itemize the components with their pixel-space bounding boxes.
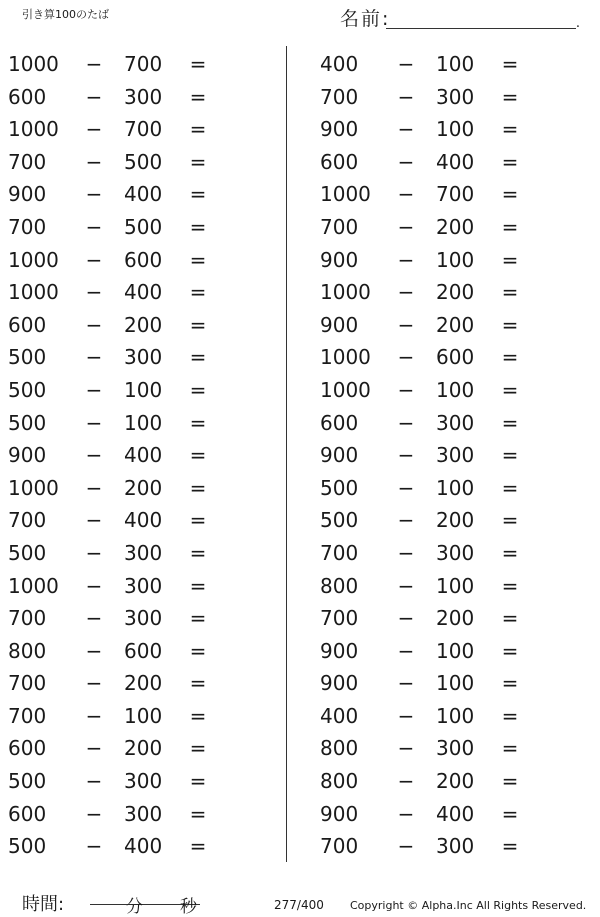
- minus-sign: −: [397, 84, 415, 109]
- problem-row: [8, 765, 288, 798]
- equals-sign: =: [501, 540, 519, 565]
- problem-row: [320, 309, 600, 342]
- minuend: 500: [8, 834, 47, 859]
- minuend: 400: [320, 52, 359, 76]
- subtrahend: 700: [124, 117, 163, 142]
- minuend: 1000: [320, 280, 371, 305]
- problem-row: [8, 178, 288, 211]
- subtrahend: 200: [436, 312, 475, 337]
- minus-sign: −: [85, 443, 103, 468]
- subtrahend: 300: [436, 84, 475, 109]
- problem-row: [8, 211, 288, 244]
- subtrahend: 100: [436, 703, 475, 728]
- equals-sign: =: [501, 475, 519, 500]
- minuend: 1000: [8, 280, 59, 305]
- subtrahend: 100: [436, 117, 475, 142]
- minus-sign: −: [397, 671, 415, 696]
- minuend: 400: [320, 703, 359, 728]
- equals-sign: =: [501, 345, 519, 370]
- problem-row: [8, 602, 288, 635]
- minuend: 900: [320, 801, 359, 826]
- problem-row: [8, 309, 288, 342]
- equals-sign: =: [501, 606, 519, 631]
- subtrahend: 500: [124, 214, 163, 239]
- minuend: 700: [320, 834, 359, 859]
- minus-sign: −: [85, 671, 103, 696]
- minus-sign: −: [397, 410, 415, 435]
- minuend: 500: [320, 508, 359, 533]
- subtrahend: 100: [436, 475, 475, 500]
- problem-row: [320, 48, 600, 81]
- problem-row: [8, 374, 288, 407]
- minus-sign: −: [85, 312, 103, 337]
- problem-row: [320, 732, 600, 765]
- subtrahend: 200: [436, 508, 475, 533]
- minus-sign: −: [397, 638, 415, 663]
- minuend: 500: [8, 410, 47, 435]
- page-number: 277/400: [274, 898, 324, 912]
- minutes-label: 分: [126, 897, 143, 917]
- minus-sign: −: [397, 214, 415, 239]
- subtrahend: 700: [124, 52, 163, 76]
- minuend: 500: [8, 345, 47, 370]
- problem-row: [320, 504, 600, 537]
- problem-row: [8, 407, 288, 440]
- equals-sign: =: [501, 834, 519, 859]
- minuend: 800: [320, 769, 359, 794]
- equals-sign: =: [501, 247, 519, 272]
- minuend: 600: [8, 801, 47, 826]
- equals-sign: =: [501, 736, 519, 761]
- minuend: 700: [320, 540, 359, 565]
- problem-row: [8, 570, 288, 603]
- equals-sign: =: [189, 84, 207, 109]
- equals-sign: =: [189, 410, 207, 435]
- minuend: 700: [320, 214, 359, 239]
- equals-sign: =: [501, 443, 519, 468]
- minus-sign: −: [397, 769, 415, 794]
- minus-sign: −: [397, 52, 415, 76]
- problem-row: [8, 537, 288, 570]
- minuend: 900: [320, 671, 359, 696]
- minuend: 500: [320, 475, 359, 500]
- subtrahend: 200: [436, 214, 475, 239]
- seconds-label: 秒: [180, 897, 197, 917]
- minuend: 1000: [320, 377, 371, 402]
- subtrahend: 600: [124, 247, 163, 272]
- subtrahend: 300: [124, 84, 163, 109]
- minuend: 1000: [8, 475, 59, 500]
- subtrahend: 200: [436, 769, 475, 794]
- name-field[interactable]: [340, 4, 580, 30]
- subtrahend: 100: [124, 410, 163, 435]
- minuend: 700: [8, 149, 47, 174]
- minuend: 800: [320, 736, 359, 761]
- equals-sign: =: [189, 247, 207, 272]
- minus-sign: −: [397, 443, 415, 468]
- equals-sign: =: [501, 410, 519, 435]
- subtrahend: 700: [436, 182, 475, 207]
- equals-sign: =: [189, 573, 207, 598]
- minuend: 900: [320, 443, 359, 468]
- subtrahend: 300: [124, 801, 163, 826]
- problem-row: [320, 798, 600, 831]
- equals-sign: =: [189, 443, 207, 468]
- minuend: 900: [320, 117, 359, 142]
- equals-sign: =: [189, 801, 207, 826]
- minus-sign: −: [85, 475, 103, 500]
- equals-sign: =: [189, 638, 207, 663]
- subtrahend: 100: [436, 638, 475, 663]
- subtrahend: 300: [436, 443, 475, 468]
- minus-sign: −: [85, 117, 103, 142]
- equals-sign: =: [189, 540, 207, 565]
- subtrahend: 100: [124, 703, 163, 728]
- minuend: 1000: [8, 117, 59, 142]
- subtrahend: 300: [124, 769, 163, 794]
- problem-row: [8, 113, 288, 146]
- equals-sign: =: [189, 345, 207, 370]
- minus-sign: −: [397, 247, 415, 272]
- subtrahend: 300: [436, 410, 475, 435]
- subtrahend: 600: [124, 638, 163, 663]
- equals-sign: =: [189, 703, 207, 728]
- minus-sign: −: [85, 834, 103, 859]
- subtrahend: 200: [436, 280, 475, 305]
- equals-sign: =: [189, 736, 207, 761]
- problem-row: [8, 341, 288, 374]
- problem-row: [320, 276, 600, 309]
- problem-row: [320, 635, 600, 668]
- problem-row: [320, 81, 600, 114]
- subtrahend: 200: [124, 312, 163, 337]
- problem-row: [320, 407, 600, 440]
- equals-sign: =: [501, 182, 519, 207]
- problem-row: [8, 276, 288, 309]
- minuend: 500: [8, 769, 47, 794]
- minus-sign: −: [397, 280, 415, 305]
- subtrahend: 100: [436, 671, 475, 696]
- problem-row: [320, 244, 600, 277]
- subtrahend: 400: [124, 182, 163, 207]
- equals-sign: =: [501, 508, 519, 533]
- subtrahend: 100: [436, 573, 475, 598]
- equals-sign: =: [501, 52, 519, 76]
- equals-sign: =: [189, 508, 207, 533]
- equals-sign: =: [189, 52, 207, 76]
- minuend: 500: [8, 540, 47, 565]
- subtrahend: 200: [124, 671, 163, 696]
- equals-sign: =: [501, 671, 519, 696]
- name-label: 名前:: [340, 8, 391, 30]
- subtrahend: 200: [124, 736, 163, 761]
- subtrahend: 300: [436, 834, 475, 859]
- minuend: 1000: [8, 247, 59, 272]
- problem-row: [320, 178, 600, 211]
- equals-sign: =: [501, 149, 519, 174]
- minus-sign: −: [85, 345, 103, 370]
- minus-sign: −: [85, 736, 103, 761]
- minuend: 700: [8, 606, 47, 631]
- minus-sign: −: [397, 377, 415, 402]
- problem-row: [320, 374, 600, 407]
- subtrahend: 100: [436, 377, 475, 402]
- minus-sign: −: [397, 508, 415, 533]
- minus-sign: −: [85, 280, 103, 305]
- problem-row: [8, 81, 288, 114]
- equals-sign: =: [501, 84, 519, 109]
- minuend: 900: [320, 247, 359, 272]
- problem-row: [8, 439, 288, 472]
- minuend: 600: [8, 312, 47, 337]
- problem-row: [320, 667, 600, 700]
- minuend: 900: [8, 443, 47, 468]
- minus-sign: −: [85, 410, 103, 435]
- problem-row: [320, 211, 600, 244]
- problem-row: [320, 472, 600, 505]
- equals-sign: =: [501, 703, 519, 728]
- time-record: [22, 890, 197, 917]
- minus-sign: −: [85, 214, 103, 239]
- subtrahend: 200: [124, 475, 163, 500]
- minus-sign: −: [397, 540, 415, 565]
- minuend: 900: [320, 638, 359, 663]
- subtrahend: 100: [436, 247, 475, 272]
- minus-sign: −: [85, 769, 103, 794]
- equals-sign: =: [189, 377, 207, 402]
- equals-sign: =: [501, 377, 519, 402]
- equals-sign: =: [189, 834, 207, 859]
- equals-sign: =: [501, 801, 519, 826]
- problem-row: [320, 113, 600, 146]
- equals-sign: =: [501, 638, 519, 663]
- minus-sign: −: [397, 312, 415, 337]
- minuend: 1000: [320, 345, 371, 370]
- problem-row: [8, 732, 288, 765]
- minuend: 600: [8, 84, 47, 109]
- minus-sign: −: [85, 703, 103, 728]
- name-dot: .: [575, 16, 580, 31]
- minuend: 700: [8, 214, 47, 239]
- minus-sign: −: [85, 52, 103, 76]
- minus-sign: −: [85, 606, 103, 631]
- minuend: 700: [320, 606, 359, 631]
- subtrahend: 300: [124, 606, 163, 631]
- equals-sign: =: [501, 280, 519, 305]
- subtrahend: 600: [436, 345, 475, 370]
- right-problem-column: [320, 48, 600, 863]
- minus-sign: −: [397, 801, 415, 826]
- left-problem-column: [8, 48, 288, 863]
- problem-row: [320, 570, 600, 603]
- subtrahend: 200: [436, 606, 475, 631]
- subtrahend: 300: [124, 345, 163, 370]
- problem-row: [8, 472, 288, 505]
- minuend: 900: [8, 182, 47, 207]
- subtrahend: 300: [436, 736, 475, 761]
- subtrahend: 400: [124, 508, 163, 533]
- time-label: 時間:: [22, 894, 65, 915]
- problem-row: [320, 830, 600, 863]
- minus-sign: −: [85, 801, 103, 826]
- subtrahend: 300: [124, 540, 163, 565]
- minus-sign: −: [397, 345, 415, 370]
- name-underline: [386, 28, 576, 29]
- minuend: 600: [8, 736, 47, 761]
- problem-row: [320, 602, 600, 635]
- problem-row: [320, 537, 600, 570]
- problem-row: [8, 146, 288, 179]
- minus-sign: −: [397, 573, 415, 598]
- problem-row: [320, 700, 600, 733]
- minuend: 1000: [8, 52, 59, 76]
- equals-sign: =: [189, 769, 207, 794]
- minus-sign: −: [397, 182, 415, 207]
- problem-row: [8, 667, 288, 700]
- minuend: 600: [320, 149, 359, 174]
- minus-sign: −: [397, 703, 415, 728]
- minus-sign: −: [85, 573, 103, 598]
- minus-sign: −: [397, 834, 415, 859]
- minus-sign: −: [85, 638, 103, 663]
- problem-row: [8, 635, 288, 668]
- equals-sign: =: [189, 280, 207, 305]
- minus-sign: −: [85, 247, 103, 272]
- subtrahend: 100: [436, 52, 475, 76]
- minus-sign: −: [397, 117, 415, 142]
- minus-sign: −: [85, 508, 103, 533]
- equals-sign: =: [189, 214, 207, 239]
- problem-row: [8, 798, 288, 831]
- minus-sign: −: [397, 149, 415, 174]
- problem-row: [8, 700, 288, 733]
- minuend: 700: [8, 508, 47, 533]
- minuend: 1000: [8, 573, 59, 598]
- minus-sign: −: [85, 84, 103, 109]
- problem-row: [320, 341, 600, 374]
- problem-row: [8, 244, 288, 277]
- equals-sign: =: [501, 573, 519, 598]
- problem-row: [8, 504, 288, 537]
- minus-sign: −: [85, 377, 103, 402]
- problem-row: [320, 439, 600, 472]
- equals-sign: =: [189, 475, 207, 500]
- subtrahend: 300: [124, 573, 163, 598]
- worksheet-title: 引き算100のたば: [22, 8, 109, 21]
- minuend: 900: [320, 312, 359, 337]
- copyright-notice: Copyright © Alpha.Inc All Rights Reserved.: [350, 899, 587, 912]
- problem-row: [320, 765, 600, 798]
- subtrahend: 400: [436, 801, 475, 826]
- minuend: 700: [8, 703, 47, 728]
- subtrahend: 300: [436, 540, 475, 565]
- problem-row: [320, 146, 600, 179]
- subtrahend: 400: [124, 443, 163, 468]
- minuend: 600: [320, 410, 359, 435]
- minus-sign: −: [397, 475, 415, 500]
- equals-sign: =: [189, 606, 207, 631]
- minuend: 800: [8, 638, 47, 663]
- minus-sign: −: [85, 149, 103, 174]
- equals-sign: =: [189, 182, 207, 207]
- minuend: 800: [320, 573, 359, 598]
- equals-sign: =: [189, 149, 207, 174]
- subtrahend: 100: [124, 377, 163, 402]
- equals-sign: =: [189, 312, 207, 337]
- subtrahend: 400: [124, 280, 163, 305]
- subtrahend: 400: [436, 149, 475, 174]
- minuend: 500: [8, 377, 47, 402]
- minus-sign: −: [85, 182, 103, 207]
- problem-row: [8, 48, 288, 81]
- equals-sign: =: [501, 117, 519, 142]
- minuend: 1000: [320, 182, 371, 207]
- equals-sign: =: [501, 214, 519, 239]
- subtrahend: 400: [124, 834, 163, 859]
- column-divider: [286, 46, 287, 862]
- minus-sign: −: [397, 736, 415, 761]
- problem-row: [8, 830, 288, 863]
- subtrahend: 500: [124, 149, 163, 174]
- equals-sign: =: [189, 671, 207, 696]
- equals-sign: =: [501, 769, 519, 794]
- minus-sign: −: [85, 540, 103, 565]
- minuend: 700: [8, 671, 47, 696]
- minus-sign: −: [397, 606, 415, 631]
- minuend: 700: [320, 84, 359, 109]
- equals-sign: =: [189, 117, 207, 142]
- equals-sign: =: [501, 312, 519, 337]
